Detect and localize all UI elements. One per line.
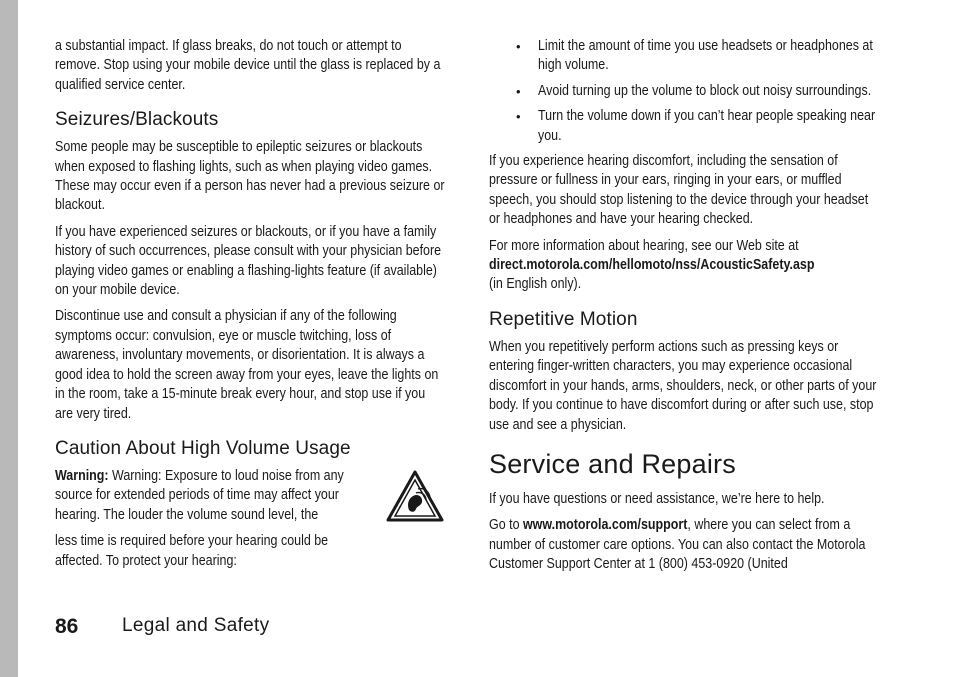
volume-continued-paragraph: less time is required before your hearing could be affected. To protect your hearing: [55, 533, 329, 569]
acoustic-safety-link[interactable]: direct.motorola.com/hellomoto/nss/AcousticSafety.asp [489, 257, 815, 274]
seizures-paragraph-3: Discontinue use and consult a physician if any of the following symptoms occur: convulsion, eye or muscle twitching, loss of awareness, involuntary movements, or disorientation. It is always a good idea to hold the screen away from your eyes, leave the lights on in the room, take a 15-minute break every hour, and stop use if you are very tired. [55, 308, 439, 422]
intro-paragraph: a substantial impact. If glass breaks, do not touch or attempt to remove. Stop using your mobile device until the glass is replaced by a qualified service center. [55, 38, 441, 93]
footer-section-title: Legal and Safety [122, 615, 270, 636]
support-link[interactable]: www.motorola.com/support [522, 517, 688, 534]
bullet-icon: • [516, 39, 521, 54]
repetitive-motion-paragraph: When you repetitively perform actions such as pressing keys or entering finger-written characters, you may experience occasional discomfort in your hands, arms, shoulders, neck, or other parts of your body. If you continue to have discomfort during or after such use, stop use and see a physician. [489, 338, 877, 433]
right-column [489, 37, 881, 582]
page-edge-tab [0, 0, 18, 677]
bullet-icon: • [516, 109, 521, 125]
repetitive-motion-heading: Repetitive Motion [489, 308, 638, 330]
service-paragraph-2: Go to www.motorola.com/support, where you can select from a number of customer care options. You can also contact the Motorola Customer Support Center at 1 (800) 453-0920 (United [489, 517, 866, 573]
bullet-icon: • [516, 83, 521, 99]
list-item: • Avoid turning up the volume to block out noisy surroundings. [516, 82, 872, 99]
page-number: 86 [55, 615, 79, 638]
volume-heading: Caution About High Volume Usage [55, 437, 351, 459]
list-item: • Turn the volume down if you can’t hear people speaking near you. [516, 108, 876, 144]
service-repairs-heading: Service and Repairs [489, 448, 736, 479]
warning-block [55, 467, 447, 525]
warning-paragraph [55, 467, 360, 525]
left-column [55, 37, 447, 578]
hearing-info-paragraph: For more information about hearing, see our Web site at direct.motorola.com/hellomoto/nss/AcousticSafety.asp (in English only). [489, 237, 815, 293]
hearing-tips-list [489, 37, 881, 146]
warning-label: Warning: [55, 467, 109, 484]
hearing-discomfort-paragraph: If you experience hearing discomfort, including the sensation of pressure or fullness in your ears, ringing in your ears, or muffled speech, you should stop listening to the device through your headset or headphones and have your hearing checked. [489, 153, 869, 228]
warning-text: Warning: Exposure to loud noise from any source for extended periods of time may affect your hearing. The louder the volume sound level, the [55, 467, 344, 523]
seizures-paragraph-1: Some people may be susceptible to epileptic seizures or blackouts when exposed to flashing lights, such as when playing video games. These may occur even if a person has never had a previous seizure or blackout. [55, 139, 445, 214]
service-paragraph-1: If you have questions or need assistance, we’re here to help. [489, 490, 825, 507]
hearing-warning-icon [385, 469, 445, 523]
seizures-paragraph-2: If you have experienced seizures or blackouts, or if you have a family history of such occurrences, please consult with your physician before playing video games or enabling a flashing-lights feature (if available) on your mobile device. [55, 223, 442, 299]
seizures-heading: Seizures/Blackouts [55, 109, 219, 131]
list-item: • Limit the amount of time you use headsets or headphones at high volume. [516, 38, 873, 74]
